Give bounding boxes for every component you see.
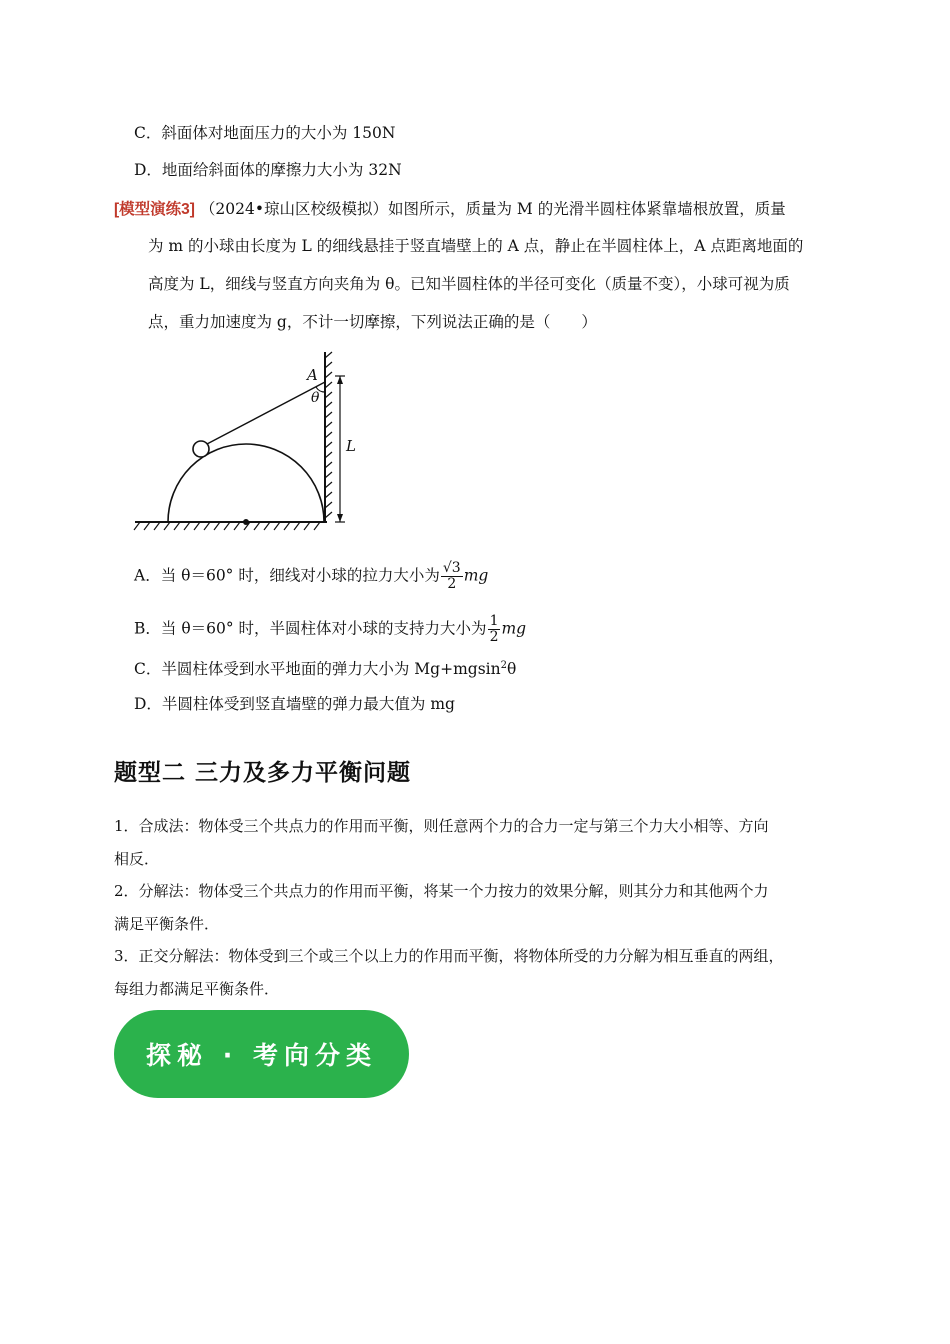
string-line [207, 382, 325, 444]
option-d: D．半圆柱体受到竖直墙壁的弹力最大值为 mg [134, 695, 455, 713]
option-b [134, 614, 526, 645]
para-1-line-2: 相反． [114, 850, 160, 868]
option-b-numerator: 1 [489, 613, 499, 629]
l-arrow-top [337, 376, 343, 384]
option-a-numerator: √3 [442, 560, 461, 576]
label-l: L [346, 437, 356, 455]
problem-line-2: 为 m 的小球由长度为 L 的细线悬挂于竖直墙壁上的 A 点，静止在半圆柱体上，A 点距离地面的 [148, 237, 804, 255]
option-c-sup: 2 [500, 660, 507, 671]
option-c-prev: C．斜面体对地面压力的大小为 150N [134, 124, 396, 142]
explore-banner-label: 探秘 · 考向分类 [146, 1041, 377, 1070]
option-a [134, 561, 488, 592]
option-b-tail: mg [501, 619, 527, 638]
option-c-text: C．半圆柱体受到水平地面的弹力大小为 Mg+mgsin [134, 660, 501, 679]
explore-banner [114, 1010, 409, 1098]
problem-line-4: 点，重力加速度为 g，不计一切摩擦，下列说法正确的是（ ） [148, 313, 597, 331]
option-c [134, 655, 516, 680]
l-arrow-bottom [337, 514, 343, 522]
label-theta: θ [311, 390, 320, 406]
label-a: A [307, 366, 318, 384]
option-b-fraction [488, 614, 501, 645]
physics-figure [130, 348, 360, 533]
para-2-line-1: 2．分解法：物体受三个共点力的作用而平衡，将某一个力按力的效果分解，则其分力和其他两个力 [114, 882, 769, 900]
wall-hatch [325, 352, 332, 518]
para-2-line-2: 满足平衡条件． [114, 915, 220, 933]
problem-line-3: 高度为 L，细线与竖直方向夹角为 θ。已知半圆柱体的半径可变化（质量不变），小球可视为质 [148, 275, 790, 293]
para-1-line-1: 1．合成法：物体受三个共点力的作用而平衡，则任意两个力的合力一定与第三个力大小相等、方向 [114, 817, 769, 835]
option-c-tail: θ [506, 660, 517, 679]
option-a-fraction [441, 561, 463, 592]
option-a-denominator: 2 [447, 576, 457, 592]
problem-text-1: （2024•琼山区校级模拟）如图所示，质量为 M 的光滑半圆柱体紧靠墙根放置，质量 [199, 200, 786, 218]
option-b-denominator: 2 [489, 629, 499, 645]
option-a-text: A．当 θ＝60° 时，细线对小球的拉力大小为 [134, 566, 440, 585]
option-a-tail: mg [463, 566, 489, 585]
problem-tag: [模型演练3] [114, 201, 195, 218]
ground-hatch [134, 522, 320, 530]
section-title: 题型二 三力及多力平衡问题 [114, 760, 412, 786]
problem-line-1 [114, 198, 786, 221]
ball [193, 441, 209, 457]
para-3-line-2: 每组力都满足平衡条件． [114, 980, 280, 998]
option-d-prev: D．地面给斜面体的摩擦力大小为 32N [134, 161, 402, 179]
para-3-line-1: 3．正交分解法：物体受到三个或三个以上力的作用而平衡，将物体所受的力分解为相互垂直的两组， [114, 947, 784, 965]
half-cylinder [168, 444, 324, 522]
cylinder-center-dot [243, 519, 249, 525]
option-b-text: B．当 θ＝60° 时，半圆柱体对小球的支持力大小为 [134, 619, 487, 638]
